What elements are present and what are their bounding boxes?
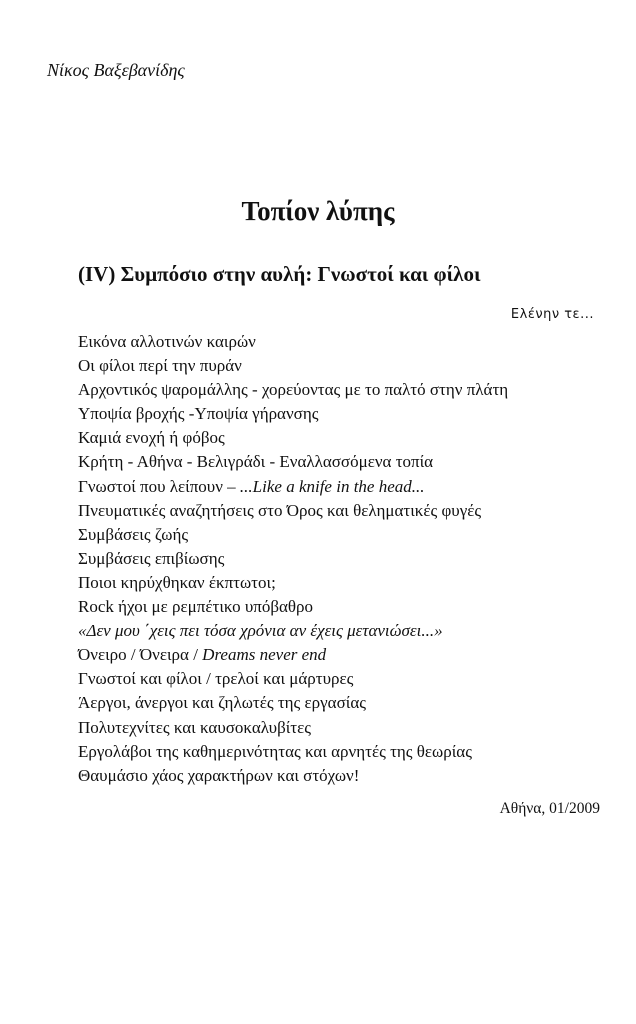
poem-line: [78, 643, 508, 667]
poem-line: Αρχοντικός ψαρομάλλης - χορεύοντας με το παλτό στην πλάτη: [78, 380, 509, 400]
poem-line: Συμβάσεις ζωής: [78, 524, 189, 544]
poem-line-italic: ...Like a knife in the head...: [239, 476, 425, 496]
poem-line-text: Γνωστοί που λείπουν –: [78, 476, 240, 496]
author-name: Νίκος Βαξεβανίδης: [47, 60, 185, 80]
poem-line: Εργολάβοι της καθημερινότητας και αρνητές της θεωρίας: [78, 741, 472, 761]
poem-subtitle: (IV) Συμπόσιο στην αυλή: Γνωστοί και φίλοι: [78, 262, 481, 286]
poem-line: Πνευματικές αναζητήσεις στο Όρος και θεληματικές φυγές: [78, 500, 482, 520]
poem-line: Πολυτεχνίτες και καυσοκαλυβίτες: [78, 717, 312, 737]
dedication: Ελένην τε...: [510, 307, 594, 322]
poem-line: Υποψία βροχής -Υποψία γήρανσης: [78, 404, 319, 424]
poem-line: Εικόνα αλλοτινών καιρών: [78, 332, 256, 351]
poem-line-italic: Dreams never end: [202, 645, 327, 665]
poem-line: Συμβάσεις επιβίωσης: [78, 548, 225, 568]
poem-line: Ποιοι κηρύχθηκαν έκπτωτοι;: [78, 572, 276, 592]
poem-title: Τοπίον λύπης: [241, 196, 395, 226]
poem-line: Θαυμάσιο χάος χαρακτήρων και στόχων!: [78, 765, 360, 785]
poem-line: Κρήτη - Αθήνα - Βελιγράδι - Εναλλασσόμενα τοπία: [78, 452, 434, 472]
poem-line: [78, 475, 508, 499]
poem-line-text: Όνειρο / Όνειρα /: [78, 645, 203, 665]
poem-body: [78, 330, 508, 788]
poem-line: Οι φίλοι περί την πυράν: [78, 356, 242, 376]
poem-line: Άεργοι, άνεργοι και ζηλωτές της εργασίας: [78, 693, 366, 713]
poem-date: Αθήνα, 01/2009: [499, 800, 600, 817]
poem-line: «Δεν μου ΄χεις πει τόσα χρόνια αν έχεις μετανιώσει...»: [78, 621, 443, 641]
poem-line: Καμιά ενοχή ή φόβος: [78, 428, 225, 448]
poem-line: Γνωστοί και φίλοι / τρελοί και μάρτυρες: [78, 669, 354, 689]
poem-line: Rock ήχοι με ρεμπέτικο υπόβαθρο: [78, 597, 314, 617]
